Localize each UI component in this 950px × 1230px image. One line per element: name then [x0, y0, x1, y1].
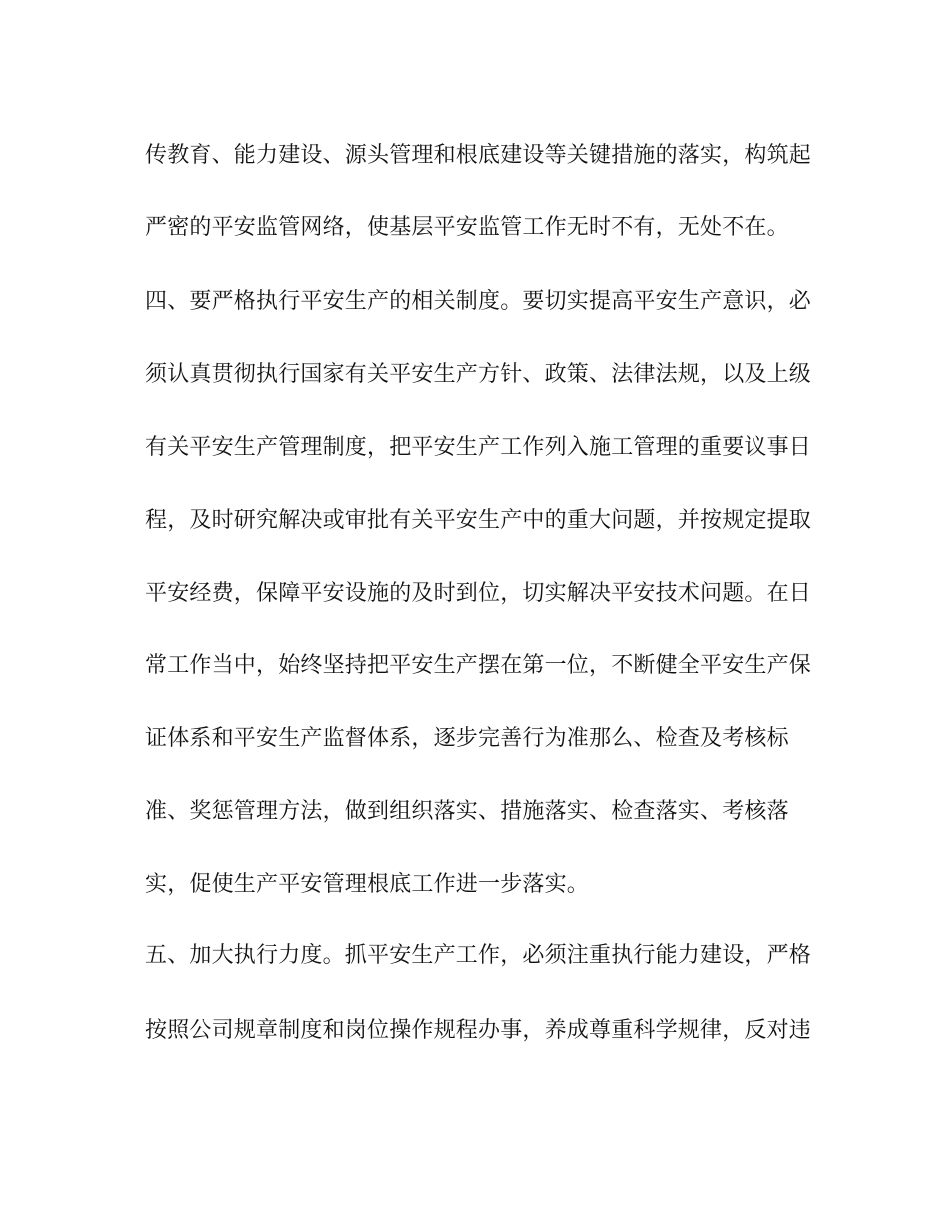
text-line: 须认真贯彻执行国家有关平安生产方针、政策、法律法规，以及上级 [145, 362, 812, 387]
text-line: 有关平安生产管理制度，把平安生产工作列入施工管理的重要议事日 [145, 435, 812, 460]
text-line: 严密的平安监管网络，使基层平安监管工作无时不有，无处不在。 [145, 215, 789, 240]
text-line: 五、加大执行力度。抓平安生产工作，必须注重执行能力建设，严格 [145, 943, 812, 968]
text-line: 平安经费，保障平安设施的及时到位，切实解决平安技术问题。在日 [145, 581, 812, 606]
text-line: 实，促使生产平安管理根底工作进一步落实。 [145, 872, 590, 897]
text-line: 证体系和平安生产监督体系，逐步完善行为准那么、检查及考核标 [145, 726, 789, 751]
text-line: 常工作当中，始终坚持把平安生产摆在第一位，不断健全平安生产保 [145, 653, 812, 678]
text-line: 准、奖惩管理方法，做到组织落实、措施落实、检查落实、考核落 [145, 799, 789, 824]
text-line: 传教育、能力建设、源头管理和根底建设等关键措施的落实，构筑起 [145, 143, 812, 168]
text-line: 四、要严格执行平安生产的相关制度。要切实提高平安生产意识，必 [145, 289, 812, 314]
text-line: 按照公司规章制度和岗位操作规程办事，养成尊重科学规律，反对违 [145, 1018, 812, 1043]
text-line: 程，及时研究解决或审批有关平安生产中的重大问题，并按规定提取 [145, 508, 812, 533]
